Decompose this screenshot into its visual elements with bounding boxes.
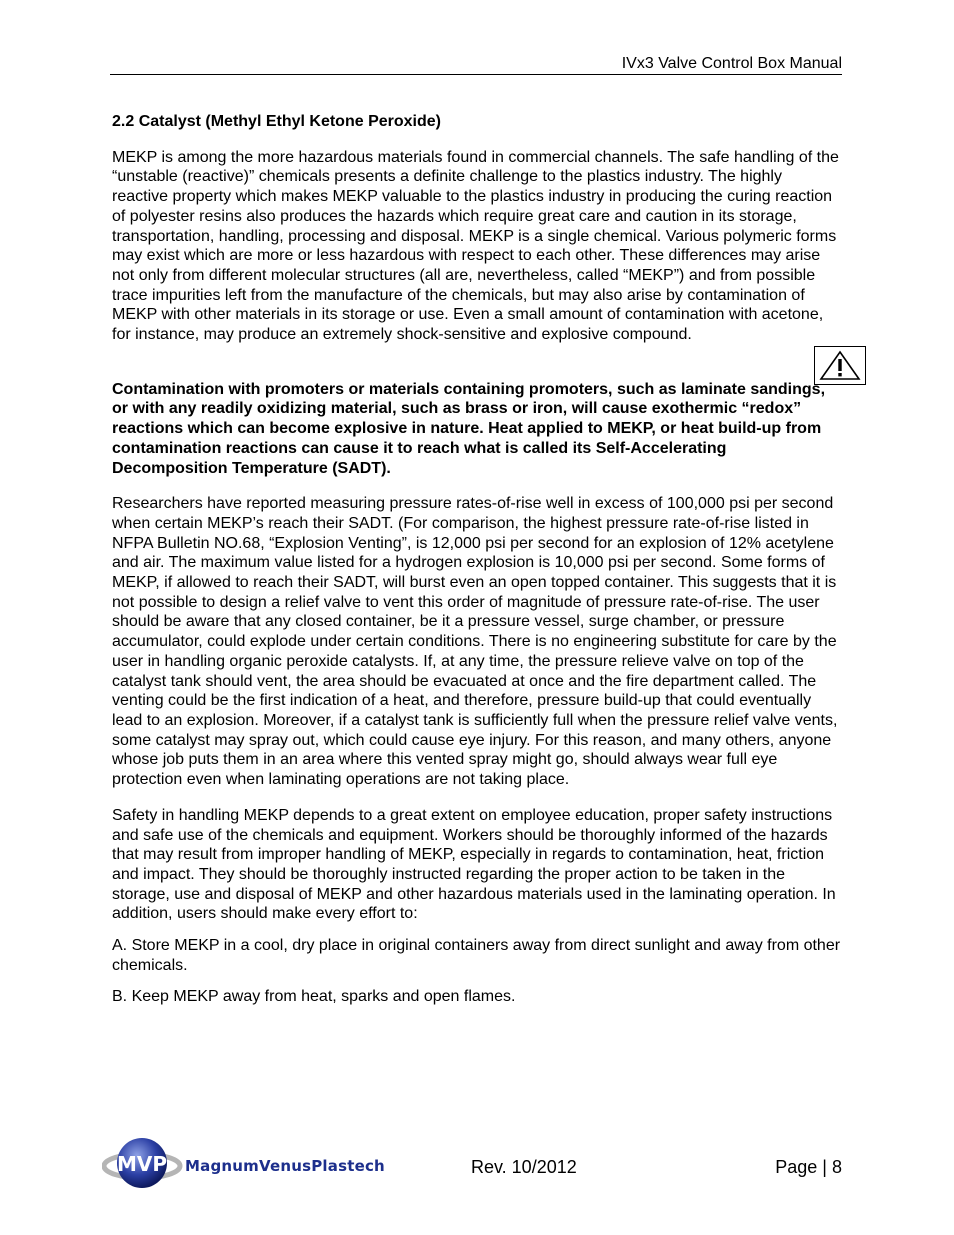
logo-globe-icon: [102, 1133, 184, 1195]
company-logo: [102, 1133, 402, 1195]
header-title: IVx3 Valve Control Box Manual: [621, 55, 842, 72]
section-heading: 2.2 Catalyst (Methyl Ethyl Ketone Peroxide): [112, 113, 441, 130]
header-rule: [110, 74, 842, 75]
warning-paragraph: Contamination with promoters or materials containing promoters, such as laminate sandings, or with any readily oxidizing material, such as brass or iron, will cause exothermic “redox” reactions which can become explosive in nature. Heat applied to MEKP, or heat build-up from contamination reactions can cause it to reach what is called its Self-Accelerating Decomposition Temperature (SADT).: [112, 380, 826, 477]
safety-paragraph: Safety in handling MEKP depends to a great extent on employee education, proper safety instructions and safe use of the chemicals and equipment. Workers should be thoroughly informed of the hazards that may result from improper handling of MEKP, especially in regards to contamination, heat, friction and impact. They should be thoroughly instructed regarding the proper action to be taken in the storage, use and disposal of MEKP and other hazardous materials used in the laminating operation. In addition, users should make every effort to:: [112, 806, 836, 923]
page-content: [112, 112, 842, 1007]
warning-triangle-icon: [814, 346, 866, 385]
list-item: B. Keep MEKP away from heat, sparks and open flames.: [112, 988, 516, 1006]
intro-paragraph: MEKP is among the more hazardous materials found in commercial channels. The safe handling of the “unstable (reactive)” chemicals presents a definite challenge to the plastics industry. The highly reactive property which makes MEKP valuable to the plastics industry in producing the curing reaction of polyester resins also produces the hazards which require great care and caution in its storage, transportation, handling, processing and disposal. MEKP is a single chemical. Various polymeric forms may exist which are more or less hazardous with respect to each other. These differences may arise not only from different molecular structures (all are, nevertheless, called “MEKP”) and from possible trace impurities left from the manufacture of the chemicals, but may also arise by contamination of MEKP with other materials in its storage or use. Even a small amount of contamination with acetone, for instance, may produce an extremely shock-sensitive and explosive compound.: [112, 148, 839, 344]
research-paragraph: Researchers have reported measuring pressure rates-of-rise well in excess of 100,000 psi per second when certain MEKP’s reach their SADT. (For comparison, the highest pressure rate-of-rise listed in NFPA Bulletin NO.68, “Explosion Venting”, is 12,000 psi per second for an explosion of 12% acetylene and air. The maximum value listed for a hydrogen explosion is 10,000 psi per second. Some forms of MEKP, if allowed to reach their SADT, will burst even an open topped container. This suggests that it is not possible to design a relief valve to vent this order of magnitude of pressure rate-of-rise. The user should be aware that any closed container, be it a pressure vessel, surge chamber, or pressure accumulator, could explode under certain conditions. There is no engineering substitute for care by the user in handling organic peroxide catalysts. If, at any time, the pressure relieve valve on top of the catalyst tank should vent, the area should be evacuated at once and the fire department called. The venting could be the first indication of a heat, and therefore, pressure build-up that could eventually lead to an explosion. Moreover, if a catalyst tank is sufficiently full when the pressure relief valve vents, some catalyst may spray out, which could cause eye injury. For this reason, and many others, anyone whose job puts them in an area where this vented spray might go, should always wear full eye protection even when laminating operations are not taking place.: [112, 495, 838, 789]
revision-date: Rev. 10/2012: [471, 1157, 577, 1177]
logo-mark: MVP: [116, 1152, 168, 1176]
warning-block: [112, 380, 842, 479]
list-item: A. Store MEKP in a cool, dry place in original containers away from direct sunlight and away from other chemicals.: [112, 937, 841, 974]
logo-text: MagnumVenusPlastech: [185, 1157, 385, 1175]
page-number: Page | 8: [775, 1157, 842, 1177]
